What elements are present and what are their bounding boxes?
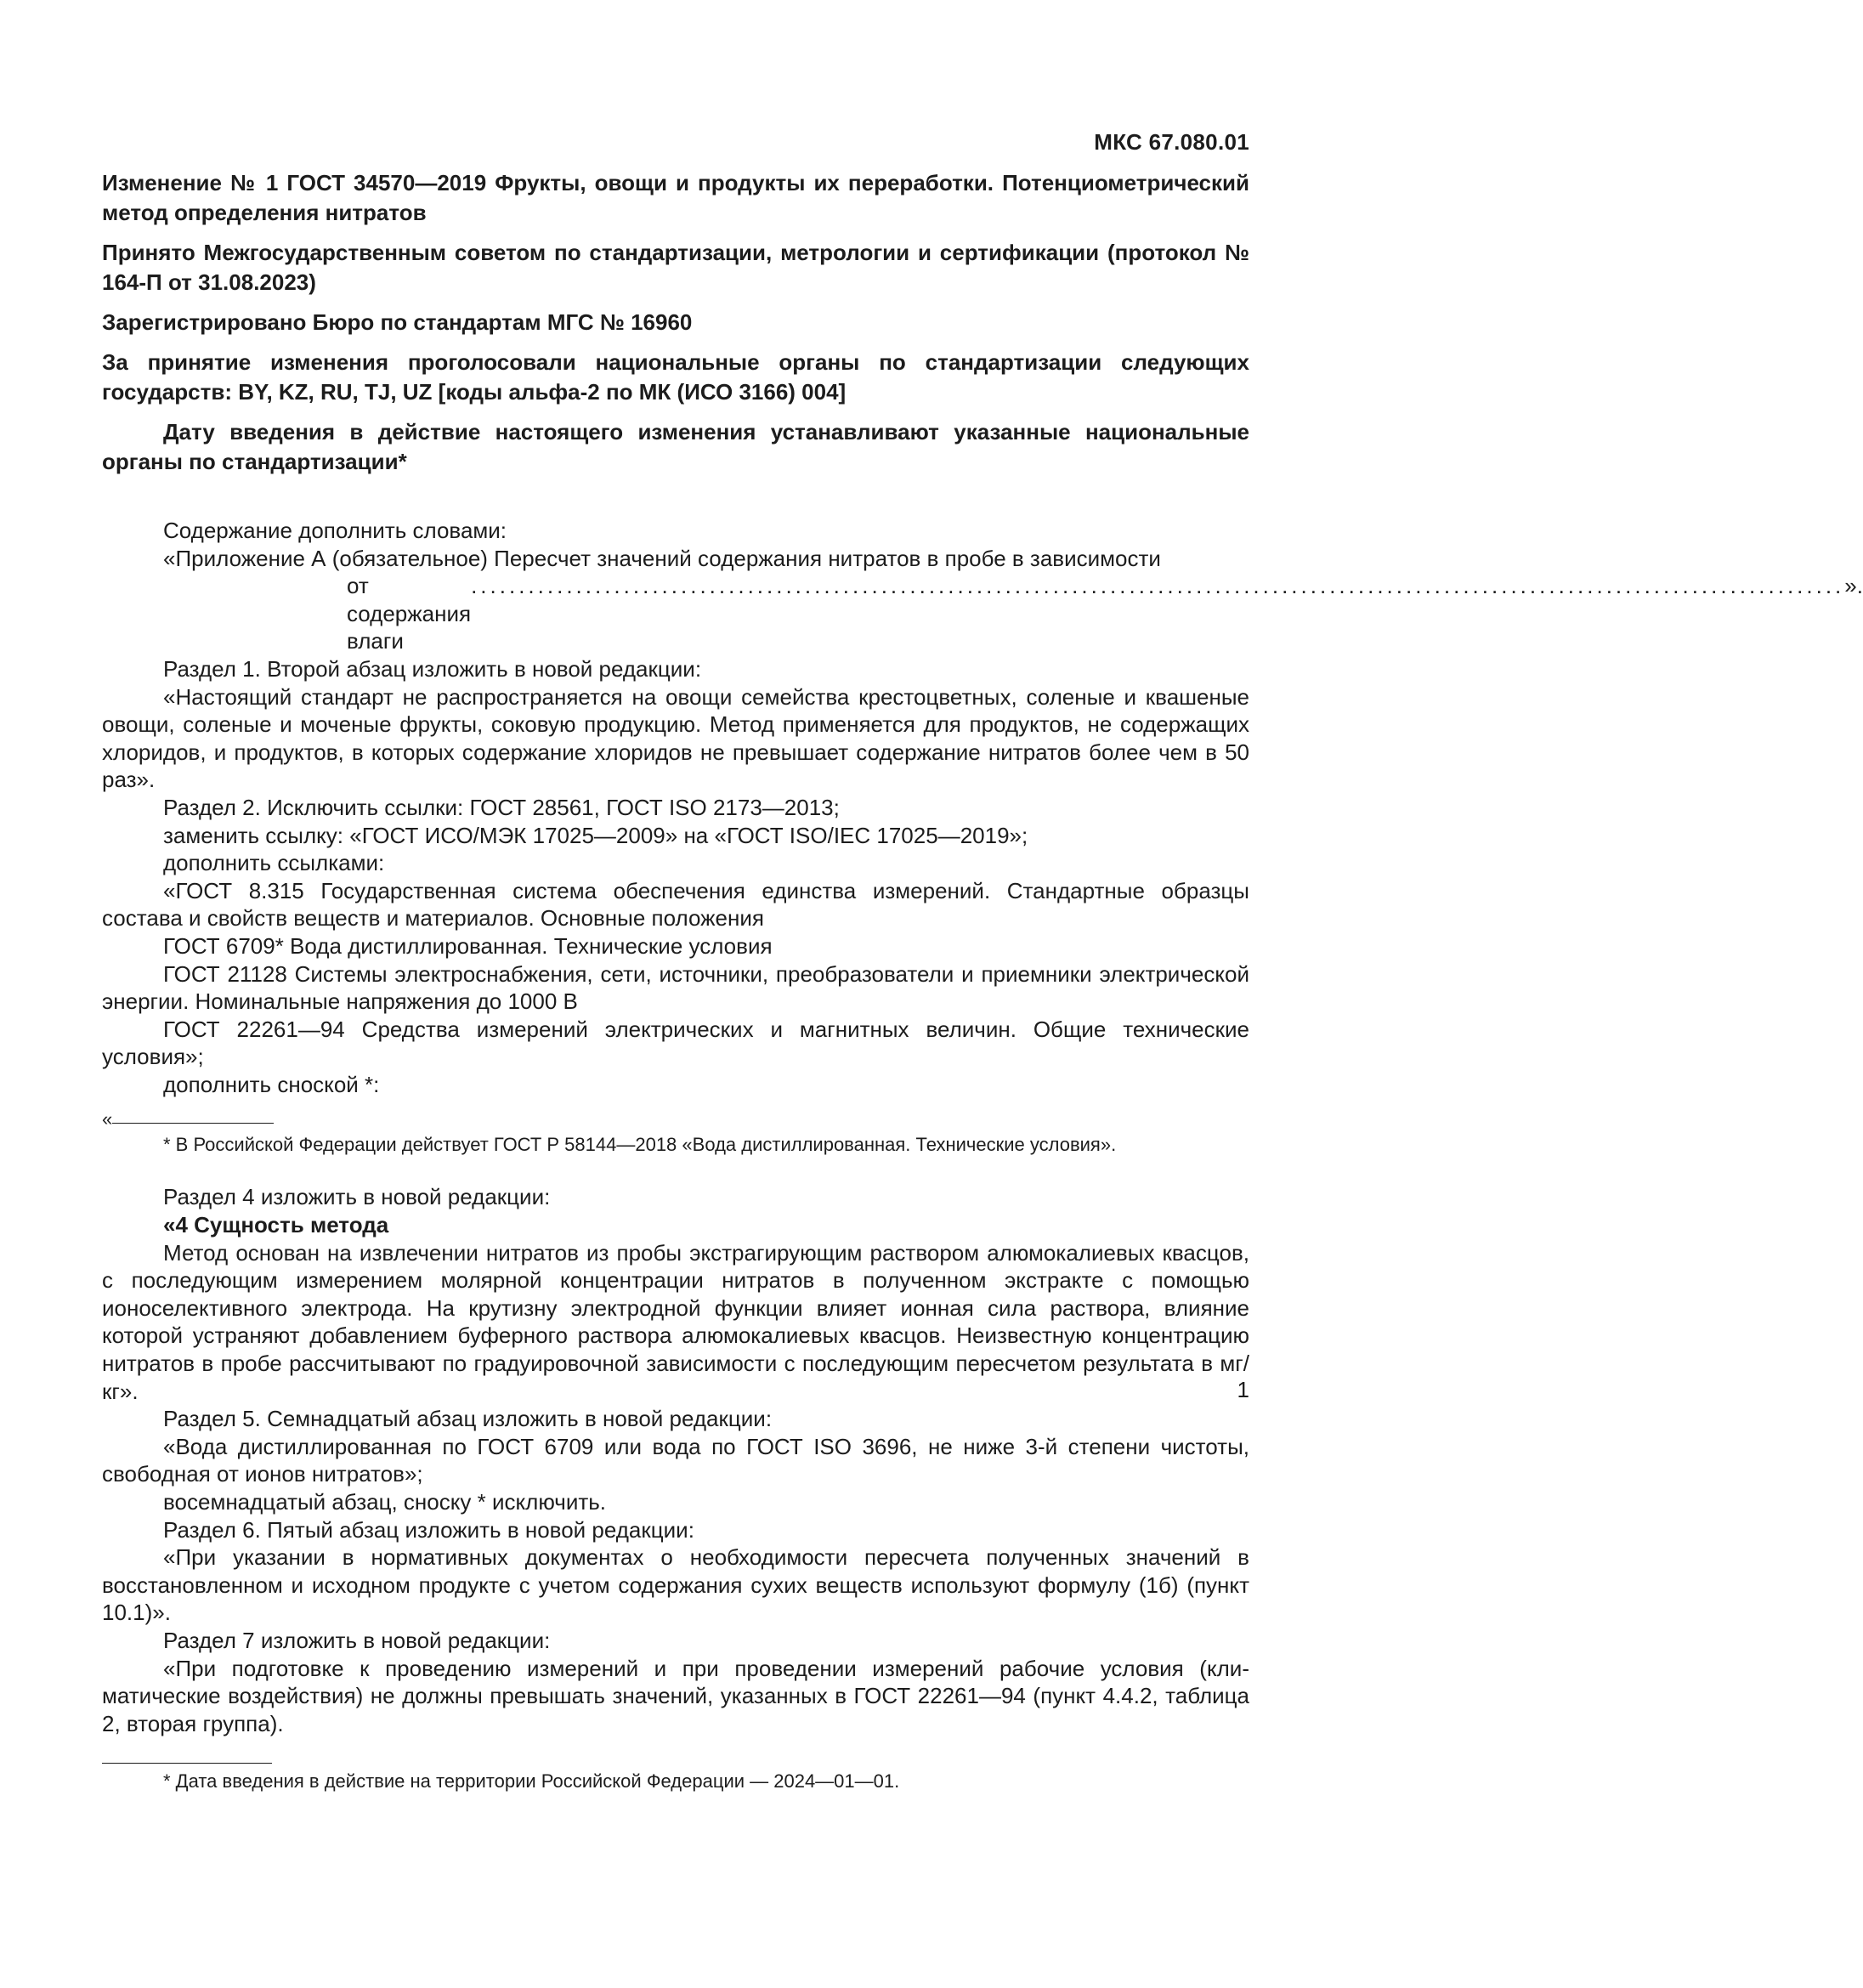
amendment-title: Изменение № 1 ГОСТ 34570—2019 Фрукты, овощи и продукты их переработки. Потенциометрический метод определения нитратов [102,170,1249,225]
toc-entry-end: ». [1844,573,1863,599]
section2-footnote-intro: дополнить сноской *: [163,1071,380,1097]
reference-gost-22261: ГОСТ 22261—94 Средства измерений электрических и магнитных величин. Общие технические условия»; [102,1016,1249,1070]
section2-intro: Раздел 2. Исключить ссылки: ГОСТ 28561, ГОСТ ISO 2173—2013; [163,794,840,820]
effective-date-statement: Дату введения в действие настоящего изменения устанавливают указанные национальные органы по стандартизации* [102,419,1249,474]
section7-intro: Раздел 7 изложить в новой редакции: [163,1627,551,1653]
page-footnote-rule [102,1763,272,1764]
section4-heading: «4 Сущность метода [163,1212,389,1238]
toc-entry-line2 [102,572,1863,655]
reference-gost-8-315: «ГОСТ 8.315 Государственная система обеспечения единства измерений. Стандартные образцы состава и свойств веществ и материалов. Основные положения [102,877,1249,932]
section2-replace: заменить ссылку: «ГОСТ ИСО/МЭК 17025—2009» на «ГОСТ ISO/IEC 17025—2019»; [163,822,1028,848]
section1-text: «Настоящий стандарт не распространяется на овощи семейства крестоцветных, соленые и квашеные овощи, соленые и моченые фрукты, соковую продукцию. Метод применяется для продуктов, не содержащих хлоридов, и продуктов, в которых содержание хлоридов не превышает содержание нитратов более чем в 50 раз». [102,683,1249,793]
toc-intro: Содержание дополнить словами: [163,518,507,543]
toc-entry-line1: «Приложение А (обязательное) Пересчет значений содержания нитратов в пробе в зависимости [163,545,1161,571]
reference-gost-21128: ГОСТ 21128 Системы электроснабжения, сети, источники, преобразователи и приемники электрической энергии. Номинальные напряжения до 1000 В [102,960,1249,1015]
toc-leader-dots: ................................................................................................................................................ [471,573,1845,599]
inline-footnote: * В Российской Федерации действует ГОСТ Р 58144—2018 «Вода дистиллированная. Технические условия». [163,1134,1117,1156]
page-footnote: * Дата введения в действие на территории Российской Федерации — 2024—01—01. [163,1770,900,1793]
section6-text: «При указании в нормативных документах о необходимости пересчета полученных значений в восстановленном и исходном продукте с учетом содержания сухих веществ используют формулу (1б) (пункт 10.1)». [102,1544,1249,1626]
voting-statement: За принятие изменения проголосовали национальные органы по стандартизации следующих государств: BY, KZ, RU, TJ, UZ [коды альфа-2 по МК (ИСО 3166) 004] [102,349,1249,405]
section6-intro: Раздел 6. Пятый абзац изложить в новой редакции: [163,1516,694,1543]
section1-intro: Раздел 1. Второй абзац изложить в новой редакции: [163,655,702,682]
registration-statement: Зарегистрировано Бюро по стандартам МГС № 16960 [102,309,693,335]
inline-footnote-rule [112,1123,274,1124]
reference-gost-6709: ГОСТ 6709* Вода дистиллированная. Технические условия [163,932,773,959]
section7-text: «При подготовке к проведению измерений и при проведении измерений рабочие условия (климатические воздействия) не должны превышать значений, указанных в ГОСТ 22261—94 (пункт 4.4.2, таблица 2, вторая группа). [102,1655,1249,1736]
header-block [102,168,1249,477]
section4-text: Метод основан на извлечении нитратов из пробы экстрагирующим раствором алюмокалиевых квасцов, с последующим измерением молярной концентрации нитратов в полученном экстракте с помощью ионоселективного электрода. На крутизну электродной функции влияет ионная сила раствора, влияние которой устраняют добавлением буферного раствора алюмокалиевых квасцов. Неизвестную концентрацию нитратов в пробе рассчитывают по градуировочной зависимости с последующим пересчетом результата в мг/кг». [102,1239,1249,1404]
inline-footnote-rule-row [102,1110,1249,1129]
page-number: 1 [1237,1377,1249,1402]
section4-intro: Раздел 4 изложить в новой редакции: [163,1184,551,1210]
inline-footnote-quote: « [102,1108,113,1130]
mks-code: МКС 67.080.01 [1094,129,1249,155]
body-block [102,517,1863,1794]
section5-text: «Вода дистиллированная по ГОСТ 6709 или вода по ГОСТ ISO 3696, не ниже 3-й степени чистоты, свободная от ионов нитратов»; [102,1433,1249,1487]
section5-remove: восемнадцатый абзац, сноску * исключить. [163,1489,607,1515]
section2-add: дополнить ссылками: [163,850,385,876]
toc-entry-text: от содержания влаги [347,573,472,654]
section5-intro: Раздел 5. Семнадцатый абзац изложить в новой редакции: [163,1406,773,1432]
adopted-statement: Принято Межгосударственным советом по стандартизации, метрологии и сертификации (протокол № 164-П от 31.08.2023) [102,240,1249,295]
